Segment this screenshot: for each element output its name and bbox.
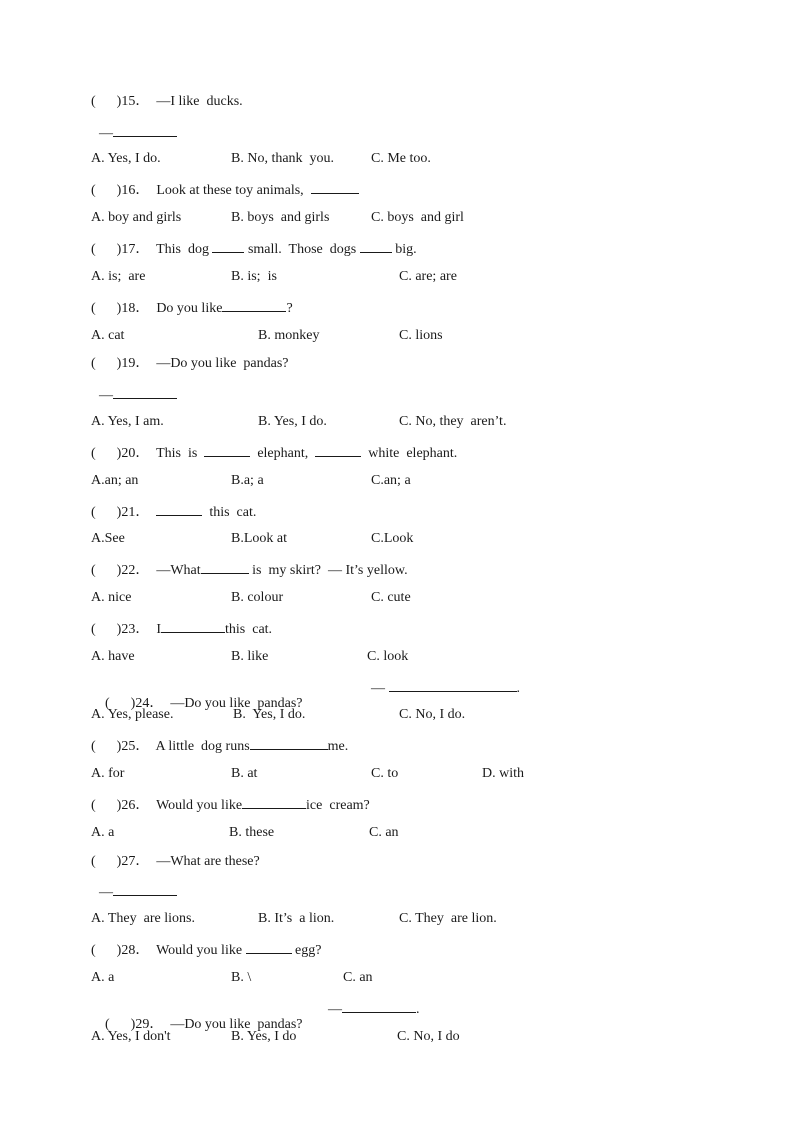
question-27-answer-line[interactable]: —	[99, 881, 177, 899]
answer-blank[interactable]	[156, 501, 202, 516]
question-23-options	[91, 648, 591, 666]
question-26-stem: ( )26． Would you like ice cream?	[91, 794, 370, 812]
option-b[interactable]: B. colour	[231, 590, 284, 605]
option-a[interactable]: A. is; are	[91, 269, 146, 284]
answer-blank[interactable]	[250, 735, 328, 750]
option-b[interactable]: B. Yes, I do	[231, 1029, 297, 1044]
question-18-options	[91, 327, 591, 345]
option-c[interactable]: C. They are lion.	[399, 911, 497, 926]
option-a[interactable]: A. boy and girls	[91, 210, 182, 225]
question-20-options	[91, 472, 591, 490]
question-24-stem: ( )24． —Do you like pandas? — .	[91, 677, 651, 695]
option-c[interactable]: C. to	[371, 766, 399, 781]
option-c[interactable]: C. No, they aren’t.	[399, 414, 507, 429]
question-28-options	[91, 969, 591, 987]
question-19-options	[91, 413, 611, 431]
option-a[interactable]: A. Yes, I do.	[91, 151, 161, 166]
option-a[interactable]: A. for	[91, 766, 125, 781]
option-b[interactable]: B. Yes, I do.	[258, 414, 327, 429]
answer-blank[interactable]	[161, 618, 225, 633]
answer-blank[interactable]	[204, 442, 250, 457]
answer-area[interactable]: — .	[328, 998, 420, 1019]
question-15-answer-line[interactable]: —	[99, 122, 177, 140]
question-15-stem: ( )15． —I like ducks.	[91, 94, 243, 109]
question-29-options	[91, 1028, 591, 1046]
option-b[interactable]: B. boys and girls	[231, 210, 330, 225]
question-16-stem: ( )16． Look at these toy animals,	[91, 179, 359, 197]
option-a[interactable]: A. have	[91, 649, 135, 664]
option-a[interactable]: A. Yes, please.	[91, 707, 174, 722]
option-c[interactable]: C. No, I do	[397, 1029, 460, 1044]
option-b[interactable]: B. these	[229, 825, 275, 840]
option-b[interactable]: B. \	[231, 970, 252, 985]
option-c[interactable]: C.an; a	[371, 473, 411, 488]
question-29-stem: ( )29． —Do you like pandas? — .	[91, 998, 591, 1016]
option-d[interactable]: D. with	[482, 766, 524, 781]
option-b[interactable]: B. like	[231, 649, 269, 664]
answer-blank[interactable]	[360, 238, 392, 253]
question-21-stem: ( )21． this cat.	[91, 501, 256, 519]
question-16-options	[91, 209, 591, 227]
option-b[interactable]: B. monkey	[258, 328, 320, 343]
option-c[interactable]: C. cute	[371, 590, 411, 605]
option-a[interactable]: A. nice	[91, 590, 132, 605]
question-23-stem: ( )23． I this cat.	[91, 618, 272, 636]
option-a[interactable]: A. a	[91, 970, 115, 985]
question-24-options	[91, 706, 591, 724]
answer-blank[interactable]	[311, 179, 359, 194]
answer-blank[interactable]	[246, 939, 292, 954]
question-27-options	[91, 910, 611, 928]
option-a[interactable]: A. Yes, I am.	[91, 414, 164, 429]
option-c[interactable]: C. lions	[399, 328, 443, 343]
answer-blank[interactable]	[315, 442, 361, 457]
option-b[interactable]: B. is; is	[231, 269, 277, 284]
option-b[interactable]: B. Yes, I do.	[233, 707, 306, 722]
question-15-options	[91, 150, 591, 168]
answer-blank[interactable]	[201, 559, 249, 574]
answer-blank[interactable]	[212, 238, 244, 253]
question-20-stem: ( )20． This is elephant, white elephant.	[91, 442, 457, 460]
question-22-stem: ( )22． —What is my skirt? — It’s yellow.	[91, 559, 408, 577]
question-19-answer-line[interactable]: —	[99, 384, 177, 402]
option-c[interactable]: C. Me too.	[371, 151, 431, 166]
question-27-stem: ( )27． —What are these?	[91, 854, 260, 869]
option-a[interactable]: A. a	[91, 825, 115, 840]
question-22-options	[91, 589, 591, 607]
option-a[interactable]: A.an; an	[91, 473, 139, 488]
option-a[interactable]: A. cat	[91, 328, 125, 343]
option-c[interactable]: C. boys and girl	[371, 210, 464, 225]
option-c[interactable]: C. are; are	[399, 269, 457, 284]
question-19-stem: ( )19． —Do you like pandas?	[91, 356, 289, 371]
option-b[interactable]: B. It’s a lion.	[258, 911, 335, 926]
answer-blank[interactable]	[222, 297, 286, 312]
question-21-options	[91, 530, 591, 548]
option-c[interactable]: C. No, I do.	[399, 707, 466, 722]
option-c[interactable]: C.Look	[371, 531, 414, 546]
option-c[interactable]: C. look	[367, 649, 409, 664]
option-c[interactable]: C. an	[369, 825, 399, 840]
option-b[interactable]: B.a; a	[231, 473, 264, 488]
question-17-options	[91, 268, 591, 286]
option-b[interactable]: B. No, thank you.	[231, 151, 335, 166]
option-b[interactable]: B. at	[231, 766, 258, 781]
option-a[interactable]: A.See	[91, 531, 125, 546]
option-a[interactable]: A. Yes, I don't	[91, 1029, 171, 1044]
option-b[interactable]: B.Look at	[231, 531, 287, 546]
question-25-stem: ( )25． A little dog runs me.	[91, 735, 348, 753]
option-a[interactable]: A. They are lions.	[91, 911, 195, 926]
answer-area[interactable]: — .	[371, 677, 520, 698]
answer-blank[interactable]	[242, 794, 306, 809]
question-17-stem: ( )17． This dog small. Those dogs big.	[91, 238, 417, 256]
question-25-options	[91, 765, 611, 783]
question-26-options	[91, 824, 591, 842]
question-18-stem: ( )18． Do you like ?	[91, 297, 293, 315]
question-28-stem: ( )28． Would you like egg?	[91, 939, 321, 957]
option-c[interactable]: C. an	[343, 970, 373, 985]
